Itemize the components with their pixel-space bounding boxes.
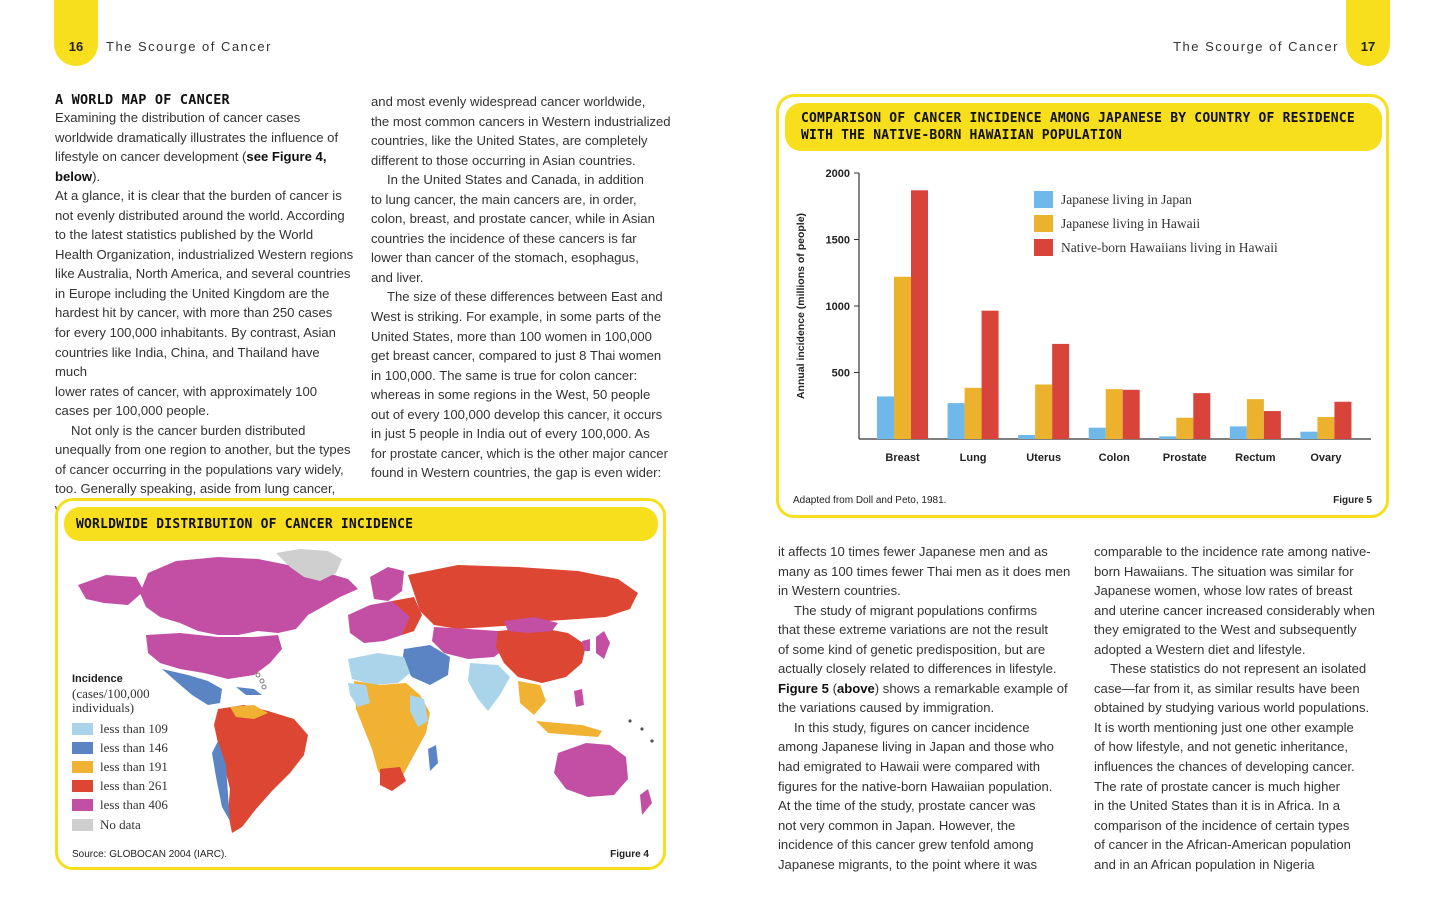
figure-5-title [785,103,1382,151]
text-line: whereas in some regions in the West, 50 people [371,387,651,403]
text-line: The rate of prostate cancer is much higher [1094,778,1340,794]
map-region-madagascar [428,745,438,771]
map-legend-item [72,757,168,776]
text-line: comparison of the incidence of certain types [1094,817,1350,833]
text-line: countries the incidence of these cancers is far [371,230,637,246]
y-axis-label: Annual incidence (millions of people) [795,212,807,400]
text-line: get breast cancer, compared to just 8 Thai women [371,348,662,364]
x-tick-label: Colon [1098,452,1130,464]
figure-5-title-line: COMPARISON OF CANCER INCIDENCE AMONG JAPANESE BY COUNTRY OF RESIDENCE [801,111,1355,126]
text-line: cases per 100,000 people. [55,403,210,419]
figure-reference: see Figure 4, below [55,149,327,184]
figure-5-source: Adapted from Doll and Peto, 1981. [793,495,947,506]
map-region-china [496,627,586,683]
figure-5-label: Figure 5 [1333,495,1372,506]
text-line: of cancer in the African-American population [1094,837,1351,853]
text-line: adopted a Western diet and lifestyle. [1094,641,1306,657]
page-number-right: 17 [1360,39,1376,54]
map-region-alaska [78,575,144,605]
text-line: to the latest statistics published by the World [55,227,314,243]
map-region-scandinavia [370,567,404,601]
text-line: Not only is the cancer burden distributed [71,422,306,438]
text-line: lifestyle on cancer development ( [55,149,247,165]
text-line: countries like India, China, and Thailand have much [55,344,320,380]
figure-4-label: Figure 4 [610,849,649,860]
map-legend-swatch [72,723,93,735]
text-line: not very common in Japan. However, the [778,817,1016,833]
map-legend-subtitle: individuals) [72,700,135,715]
legend-swatch [1034,215,1053,232]
map-legend-label: less than 109 [100,720,168,736]
map-legend-label: less than 191 [100,758,168,774]
bar-prostate-0 [1159,436,1176,439]
map-legend-swatch [72,799,93,811]
running-title-right: The Scourge of Cancer [1173,39,1339,54]
bar-ovary-0 [1300,432,1317,439]
bar-uterus-2 [1052,344,1069,439]
legend-swatch [1034,239,1053,256]
figure-4-source: Source: GLOBOCAN 2004 (IARC). [72,849,228,860]
map-legend-label: less than 146 [100,739,168,755]
paragraph [371,92,671,170]
map-region-new-zealand [640,789,652,815]
text-line: worldwide dramatically illustrates the influence of [55,129,339,145]
figure-4-title: WORLDWIDE DISTRIBUTION OF CANCER INCIDENCE [64,507,658,541]
map-legend-label: less than 406 [100,797,168,813]
figure-reference: above [836,680,875,696]
text-line: comparable to the incidence rate among native- [1094,544,1371,559]
map-region-caribbean [236,687,262,695]
figure-4-box [55,498,666,870]
map-island [650,739,653,742]
text-line: At a glance, it is clear that the burden of cancer is [55,188,342,204]
text-line: and liver. [371,269,424,285]
map-region-japan [596,631,610,659]
figure-reference: Figure 5 [778,680,829,696]
text-line: in Europe including the United Kingdom are the [55,285,330,301]
text-line: for every 100,000 inhabitants. By contrast, Asian [55,325,336,341]
y-tick-label: 1000 [825,301,850,313]
x-tick-label: Rectum [1235,452,1276,464]
map-legend-item [72,815,168,834]
y-tick-label: 1500 [825,234,850,247]
bar-breast-0 [877,396,894,439]
bar-lung-2 [982,311,999,439]
text-line: ). [92,168,101,184]
text-line: out of every 100,000 develop this cancer, it occurs [371,406,663,422]
text-line: Japanese women, whose low rates of breast [1094,583,1353,599]
bar-uterus-1 [1035,384,1052,439]
map-island [628,719,631,722]
text-line: among Japanese living in Japan and those who [778,739,1054,755]
text-line: It is worth mentioning just one other example [1094,719,1354,735]
text-line: of some kind of genetic predisposition, but are [778,641,1046,657]
map-legend [72,673,168,834]
section-heading: A WORLD MAP OF CANCER [55,92,230,108]
text-line: not evenly distributed around the world. According [55,207,345,223]
map-island [262,685,266,689]
figure-5-title-line: WITH THE NATIVE-BORN HAWAIIAN POPULATION [801,128,1123,143]
bar-colon-0 [1089,428,1106,439]
map-region-india [468,663,510,711]
map-legend-swatch [72,780,93,792]
legend-swatch [1034,191,1053,208]
text-column-2 [371,92,671,483]
paragraph [371,287,671,482]
text-line: many as 100 times fewer Thai men as it does men [778,563,1071,579]
bar-lung-0 [948,403,965,439]
bar-rectum-0 [1230,426,1247,439]
paragraph [778,542,1078,601]
text-line: had emigrated to Hawaii were compared with [778,759,1041,775]
map-legend-item [72,796,168,815]
bar-colon-2 [1123,390,1140,439]
text-line: influences the chances of developing cancer. [1094,759,1355,775]
paragraph [1094,542,1394,659]
paragraph [371,170,671,287]
map-legend-swatch [72,761,93,773]
legend-label: Japanese living in Japan [1061,192,1192,207]
map-region-southeast-asia [518,681,546,715]
paragraph: The study of migrant populations confirms that these extreme variations are not the result of some kind of genetic predisposition, but are actually closely related to differences in lifestyle. Figure 5 (above) shows a remarkable example of the variations caused by immigration. [778,602,1068,716]
text-column-1 [55,92,355,518]
text-line: unequally from one region to another, but the types [55,442,351,458]
text-column-3 [778,542,1078,874]
bar-breast-1 [894,277,911,439]
map-legend-swatch [72,819,93,831]
text-line: in 100,000. The same is true for colon cancer: [371,367,638,383]
bar-uterus-0 [1018,435,1035,439]
paragraph [1094,659,1394,874]
text-line: in just 5 people in India out of every 100,000. As [371,426,650,442]
y-tick-label: 2000 [825,168,850,180]
text-line: The study of migrant populations confirms [794,602,1038,618]
text-line: In this study, figures on cancer incidence [794,719,1030,735]
x-tick-label: Ovary [1310,452,1342,464]
map-legend-item [72,719,168,738]
figure-5-box [776,94,1389,518]
text-line: These statistics do not represent an isolated [1110,661,1367,677]
map-legend-label: less than 261 [100,778,168,794]
text-line: incidence of this cancer grew tenfold among [778,837,1034,853]
text-line: in the United States than it is in Africa. In a [1094,798,1341,814]
text-line: obtained by studying various world populations. [1094,700,1370,716]
bar-rectum-2 [1264,411,1281,439]
text-line: of cancer occurring in the populations vary widely, [55,461,344,477]
text-line: Health Organization, industrialized Western regions [55,246,354,262]
text-line: and in an African population in Nigeria [1094,856,1315,872]
x-tick-label: Lung [959,452,987,464]
bar-prostate-2 [1193,393,1210,439]
map-region-indonesia [536,721,602,737]
map-region-australia [554,743,628,797]
map-legend-title: Incidence [72,673,123,685]
text-line: born Hawaiians. The situation was similar for [1094,563,1354,579]
text-line: of how lifestyle, and not genetic inheritance, [1094,739,1349,755]
x-tick-label: Uterus [1026,452,1062,464]
x-tick-label: Prostate [1162,452,1207,464]
bar-ovary-1 [1317,417,1334,439]
text-column-4 [1094,542,1394,874]
text-line: Japanese migrants, to the point where it was [778,856,1038,872]
map-region-north-africa [348,653,410,685]
bar-chart [779,157,1386,477]
bar-prostate-1 [1176,418,1193,439]
legend-label: Native-born Hawaiians living in Hawaii [1061,240,1278,255]
text-line: hardest hit by cancer, with more than 250 cases [55,305,333,321]
text-line: countries, like the United States, are completely [371,133,648,149]
text-line: and uterine cancer increased considerably when [1094,602,1375,618]
map-legend-label: No data [100,816,141,832]
text-line: shows a remarkable example of [882,680,1068,696]
map-island [256,673,260,677]
page-tab-right [1346,0,1390,66]
map-region-philippines [574,689,584,707]
bar-breast-2 [911,190,928,439]
text-line: for prostate cancer, which is the other major cancer [371,445,668,461]
text-line: The size of these differences between East and [387,289,663,305]
text-line: case—far from it, as similar results have been [1094,680,1360,696]
page-tab-left [54,0,98,66]
text-line: to lung cancer, the main cancers are, in order, [371,191,637,207]
paragraph [778,718,1078,874]
x-tick-label: Breast [885,452,920,464]
map-legend-item [72,738,168,757]
text-line: lower rates of cancer, with approximately 100 [55,383,318,399]
text-line: different to those occurring in Asian countries. [371,152,636,168]
text-line: actually closely related to differences in lifestyle. [778,661,1057,677]
running-title-left: The Scourge of Cancer [106,39,272,54]
bar-ovary-2 [1334,402,1351,439]
text-line: At the time of the study, prostate cancer was [778,798,1036,814]
text-line: it affects 10 times fewer Japanese men and as [778,544,1048,559]
text-line: Examining the distribution of cancer cases [55,110,301,125]
map-island [260,679,264,683]
page-number-left: 16 [68,39,84,54]
text-line: West is striking. For example, in some parts of the [371,309,662,325]
text-line: figures for the native-born Hawaiian population. [778,778,1053,794]
text-line: and most evenly widespread cancer worldwide, [371,94,646,109]
text-line: too. Generally speaking, aside from lung cancer, [55,481,336,497]
text-line: lower than cancer of the stomach, esophagus, [371,250,639,266]
map-island [640,727,643,730]
legend-label: Japanese living in Hawaii [1061,216,1201,231]
bar-rectum-1 [1247,399,1264,439]
text-line: like Australia, North America, and several countries [55,266,351,282]
bar-colon-1 [1106,389,1123,439]
text-line: found in Western countries, the gap is even wider: [371,465,662,481]
map-legend-item [72,777,168,796]
bar-lung-1 [965,388,982,439]
text-line: In the United States and Canada, in addition [387,172,644,188]
text-line: the most common cancers in Western industrialized [371,113,671,129]
text-line: colon, breast, and prostate cancer, while in Asian [371,211,655,227]
text-line: they emigrated to the West and subsequently [1094,622,1357,638]
paragraph [55,108,355,421]
text-line: in Western countries. [778,583,901,599]
text-line: the variations caused by immigration. [778,700,995,716]
text-line: that these extreme variations are not the result [778,622,1049,638]
map-legend-subtitle: (cases/100,000 [72,686,150,701]
map-legend-swatch [72,742,93,754]
text-line: United States, more than 100 women in 100,000 [371,328,652,344]
y-tick-label: 500 [831,367,850,380]
